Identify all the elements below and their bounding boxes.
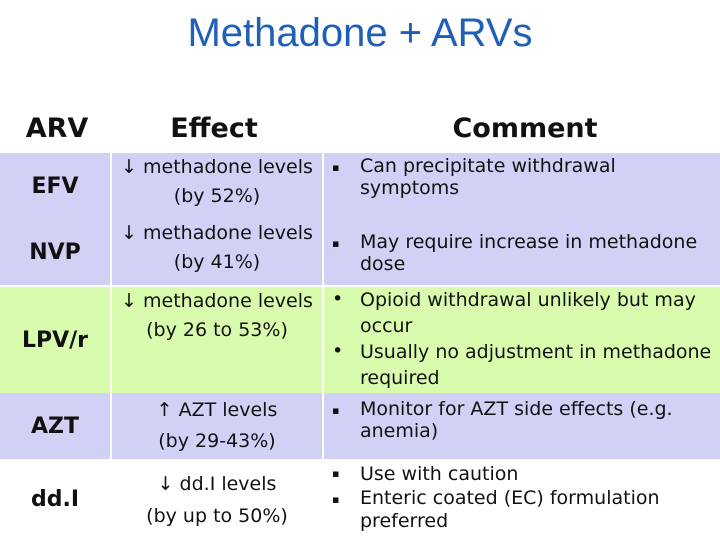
comment-text: Opioid withdrawal unlikely but may occur [360,289,696,337]
header-arv: ARV [2,105,112,152]
comment-item [332,487,720,533]
comment-text: Monitor for AZT side effects (e.g. anemia) [360,398,673,442]
bullet-icon: ▪ [332,493,340,506]
comment-text: Usually no adjustment in methadone required [360,341,712,389]
effect-line: ↓ methadone levels [121,222,313,244]
effect-line: ↑ AZT levels [156,399,278,421]
effect-line: (by 26 to 53%) [146,319,288,341]
comment-item [332,155,720,199]
bullet-icon: ▪ [332,237,340,250]
table-row-arv: dd.I [0,459,110,540]
effect-line: (by 52%) [173,185,261,207]
comment-item [332,398,720,442]
effect-line: (by up to 50%) [146,504,288,527]
effect-line: ↓ dd.I levels [157,472,277,495]
table-row-effect [112,219,322,285]
table-row-comment [324,459,720,540]
comment-item [332,461,720,487]
header-comment: Comment [330,105,720,152]
bullet-icon: • [332,288,344,310]
comment-text: May require increase in methadone dose [360,231,698,275]
table-row-comment [324,393,720,459]
table-row-arv: EFV [0,153,110,219]
comment-text: Enteric coated (EC) formulation preferred [360,487,660,532]
bullet-icon: ▪ [332,404,340,417]
comment-text: Use with caution [360,463,519,485]
comment-item [332,231,720,275]
bullet-icon: • [332,340,344,362]
effect-line: (by 41%) [173,251,261,273]
comment-text: Can precipitate withdrawal symptoms [360,155,616,199]
table-row-effect [112,459,322,540]
table-row-arv: AZT [0,393,110,459]
table-row-effect [112,287,322,393]
table-row-effect [112,393,322,459]
table-row-arv: NVP [0,219,110,285]
comment-item [332,287,720,339]
table-row-arv: LPV/r [0,287,110,393]
table-row-comment [324,287,720,393]
effect-line: ↓ methadone levels [121,156,313,178]
bullet-icon: ▪ [332,161,340,174]
comment-item [332,339,720,391]
bullet-icon: ▪ [332,467,340,480]
effect-line: ↓ methadone levels [121,290,313,312]
effect-line: (by 29-43%) [158,430,276,452]
table-row-comment [324,153,720,219]
table-row-comment [324,219,720,285]
header-effect: Effect [114,105,314,152]
slide-title: Methadone + ARVs [187,11,533,55]
table-row-effect [112,153,322,219]
